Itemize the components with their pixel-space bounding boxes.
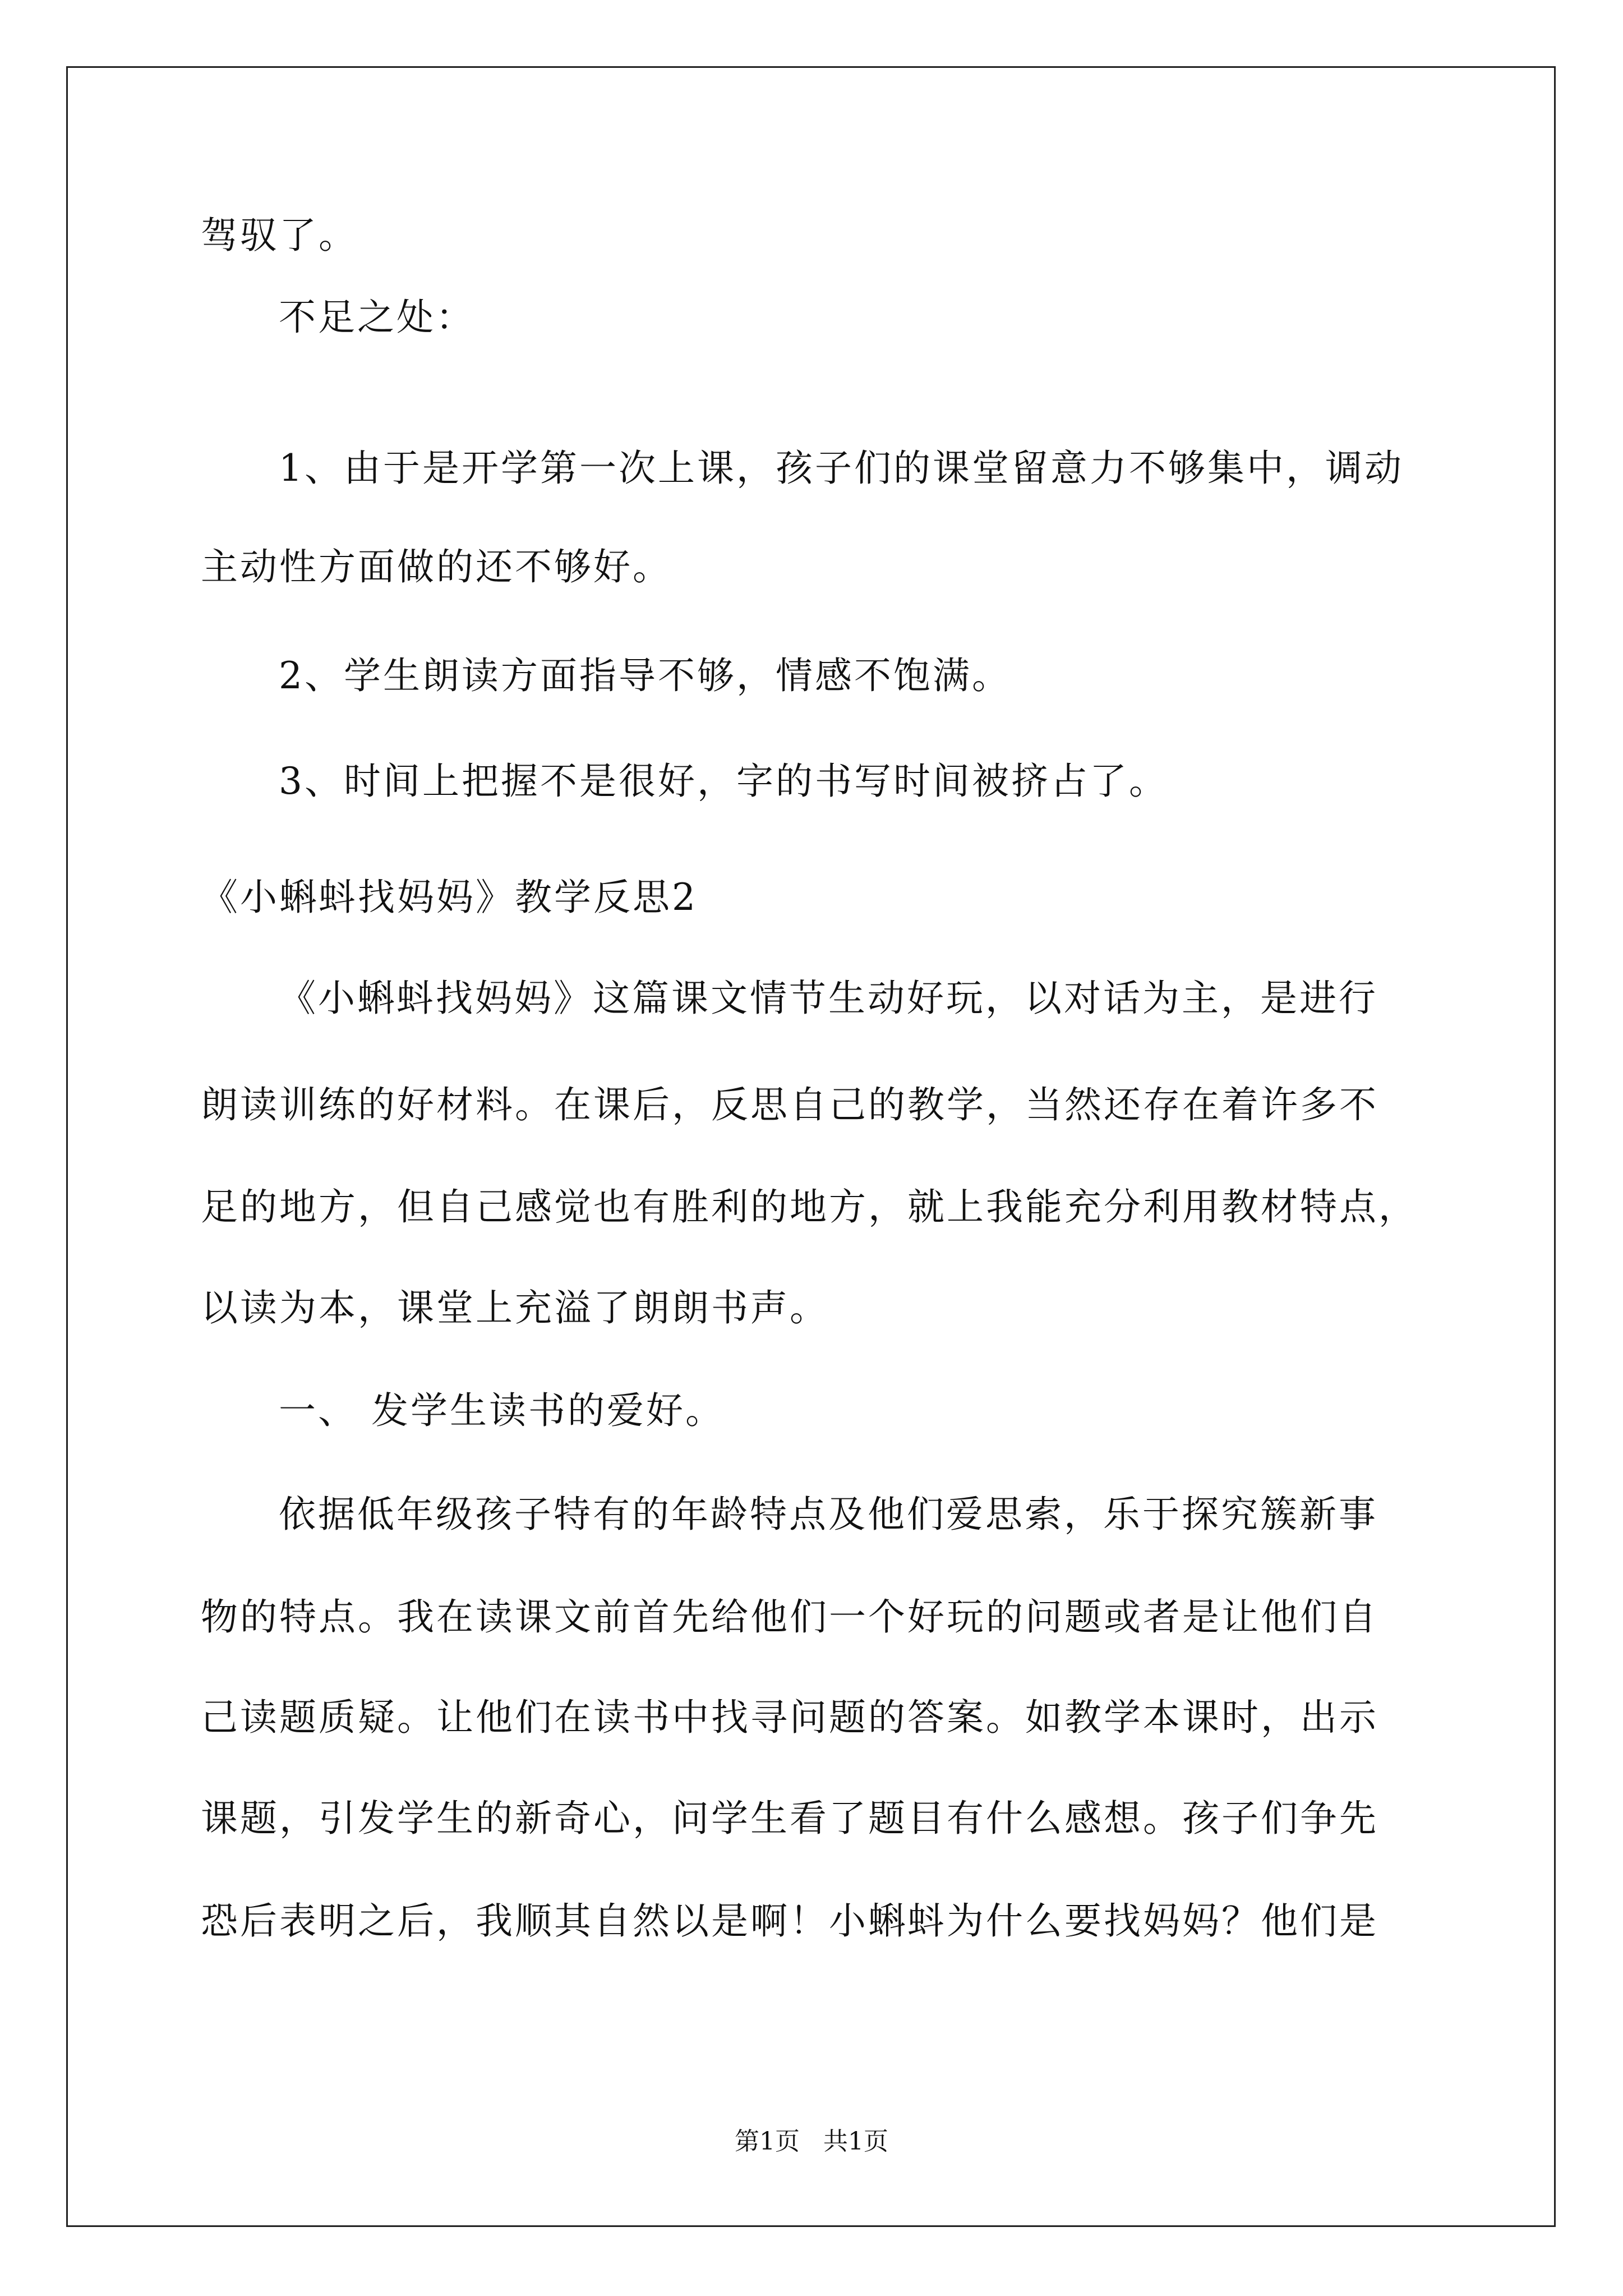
paragraph-line: 1、由于是开学第一次上课，孩子们的课堂留意力不够集中，调动 [279,447,1404,490]
paragraph-line: 主动性方面做的还不够好。 [201,545,672,588]
paragraph-line: 恐后表明之后，我顺其自然以是啊！小蝌蚪为什么要找妈妈？他们是 [201,1899,1378,1943]
paragraph-line: 己读题质疑。让他们在读书中找寻问题的答案。如教学本课时，出示 [201,1696,1378,1739]
paragraph-line: 朗读训练的好材料。在课后，反思自己的教学，当然还存在着许多不 [201,1083,1378,1126]
paragraph-line: 足的地方，但自己感觉也有胜利的地方，就上我能充分利用教材特点， [201,1185,1418,1228]
paragraph-line: 2、学生朗读方面指导不够，情感不饱满。 [279,654,1011,697]
paragraph-line: 物的特点。我在读课文前首先给他们一个好玩的问题或者是让他们自 [201,1595,1378,1639]
paragraph-line: 依据低年级孩子特有的年龄特点及他们爱思索，乐于探究簇新事 [279,1493,1378,1536]
page-footer: 第1页 共1页 [735,2127,888,2156]
paragraph-line: 一、 发学生读书的爱好。 [279,1389,725,1432]
paragraph-line: 以读为本，课堂上充溢了朗朗书声。 [201,1286,829,1329]
paragraph-line: 《小蝌蚪找妈妈》这篇课文情节生动好玩，以对话为主，是进行 [279,977,1378,1020]
paragraph-line: 不足之处： [279,296,475,339]
paragraph-line: 课题，引发学生的新奇心，问学生看了题目有什么感想。孩子们争先 [201,1797,1378,1840]
section-heading: 《小蝌蚪找妈妈》教学反思2 [201,876,698,919]
paragraph-line: 驾驭了。 [201,214,358,257]
paragraph-line: 3、时间上把握不是很好，字的书写时间被挤占了。 [279,760,1168,803]
